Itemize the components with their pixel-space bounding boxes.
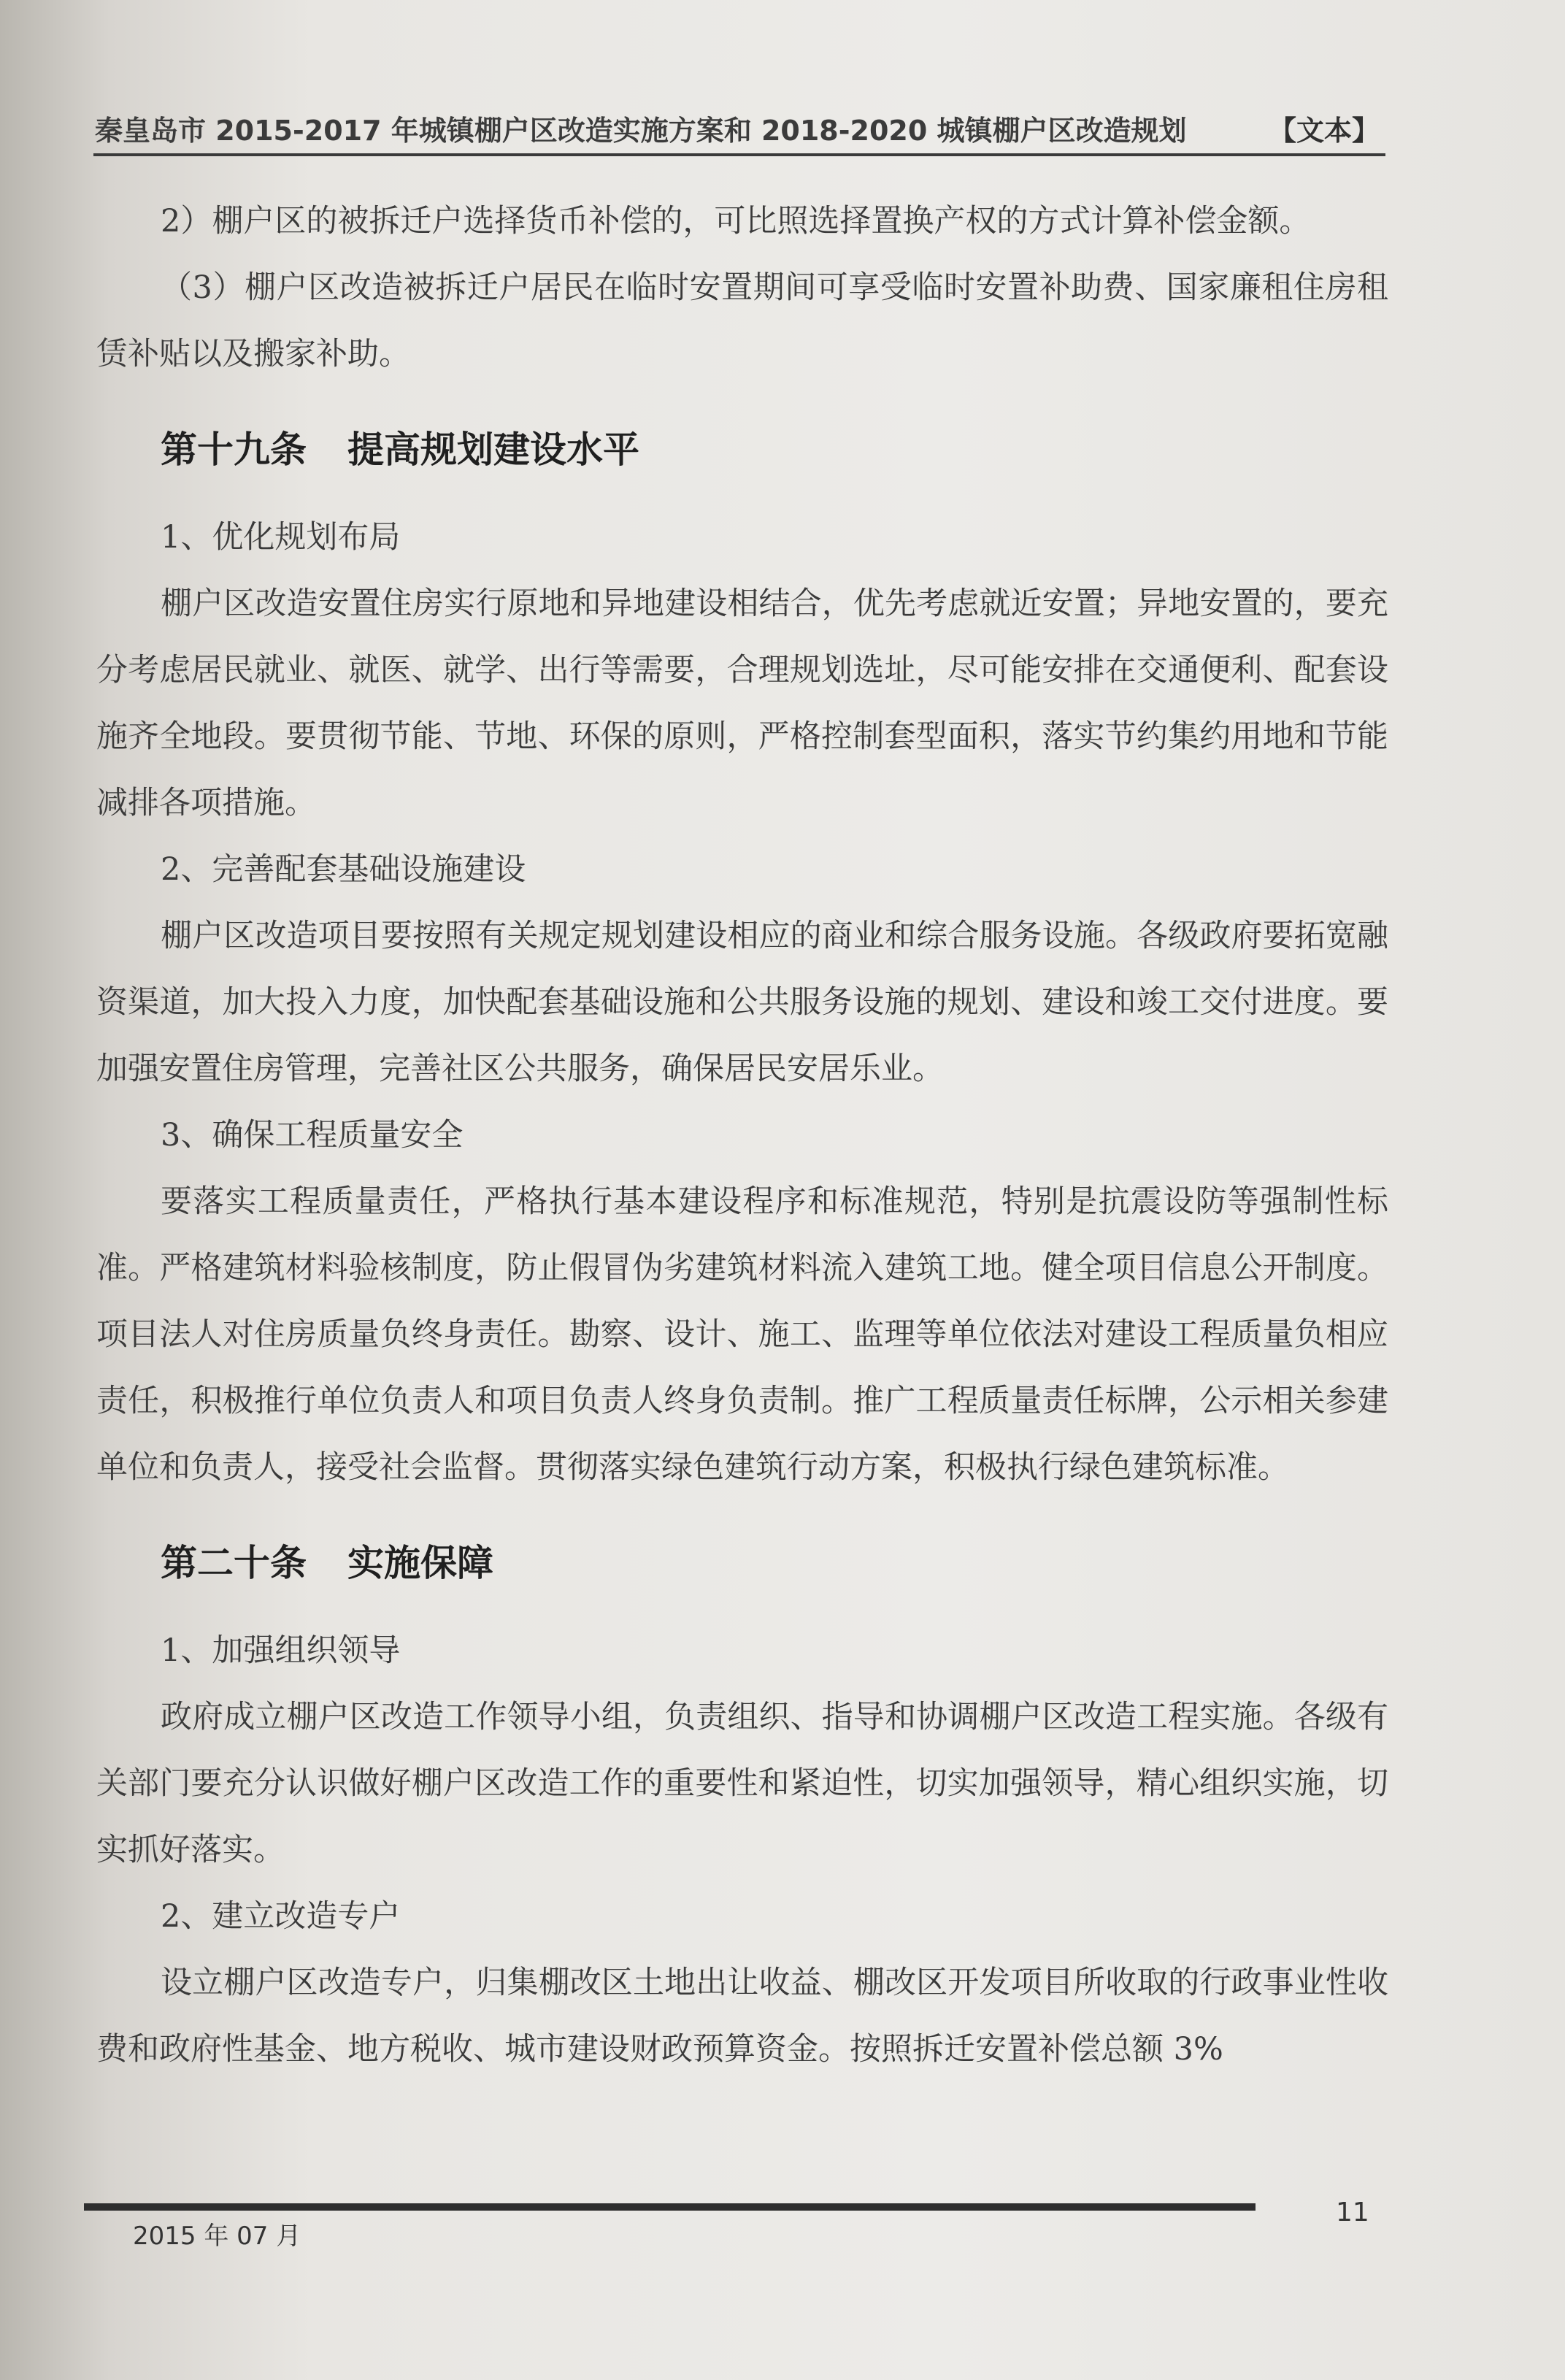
article-title: 提高规划建设水平: [347, 429, 639, 471]
footer-rule: [84, 2203, 1256, 2211]
article-heading: [161, 417, 1388, 483]
section-title: 3、确保工程质量安全: [161, 1117, 464, 1153]
paragraph: 设立棚户区改造专户，归集棚改区土地出让收益、棚改区开发项目所收取的行政事业性收费和政府性基金、地方税收、城市建设财政预算资金。按照拆迁安置补偿总额 3%: [96, 1965, 1388, 2068]
article-title: 实施保障: [347, 1542, 493, 1584]
article-number: 第二十条: [161, 1542, 307, 1584]
footer-date: 2015 年 07 月: [133, 2222, 301, 2251]
paragraph: 2）棚户区的被拆迁户选择货币补偿的，可比照选择置换产权的方式计算补偿金额。: [161, 203, 1311, 239]
paragraph: 政府成立棚户区改造工作领导小组，负责组织、指导和协调棚户区改造工程实施。各级有关部门要充分认识做好棚户区改造工作的重要性和紧迫性，切实加强领导，精心组织实施，切实抓好落实。: [96, 1699, 1388, 1868]
header-title: 秦皇岛市 2015-2017 年城镇棚户区改造实施方案和 2018-2020 城镇棚户区改造规划: [95, 115, 1187, 147]
section-title: 1、加强组织领导: [161, 1632, 401, 1669]
section-title: 2、建立改造专户: [161, 1898, 401, 1935]
article-number: 第十九条: [161, 429, 307, 471]
article-heading: [161, 1530, 1388, 1596]
paragraph: 棚户区改造项目要按照有关规定规划建设相应的商业和综合服务设施。各级政府要拓宽融资渠道，加大投入力度，加快配套基础设施和公共服务设施的规划、建设和竣工交付进度。要加强安置住房管理，完善社区公共服务，确保居民安居乐业。: [96, 918, 1388, 1087]
running-header: [95, 108, 1380, 152]
paragraph: 要落实工程质量责任，严格执行基本建设程序和标准规范，特别是抗震设防等强制性标准。严格建筑材料验核制度，防止假冒伪劣建筑材料流入建筑工地。健全项目信息公开制度。项目法人对住房质量负终身责任。勘察、设计、施工、监理等单位依法对建设工程质量负相应责任，积极推行单位负责人和项目负责人终身负责制。推广工程质量责任标牌，公示相关参建单位和负责人，接受社会监督。贯彻落实绿色建筑行动方案，积极执行绿色建筑标准。: [96, 1183, 1388, 1486]
header-tag: 【文本】: [1268, 115, 1380, 147]
page-number: 11: [1336, 2197, 1369, 2227]
section-title: 2、完善配套基础设施建设: [161, 851, 526, 888]
header-rule: [93, 153, 1385, 156]
paragraph: 棚户区改造安置住房实行原地和异地建设相结合，优先考虑就近安置；异地安置的，要充分考虑居民就业、就医、就学、出行等需要，合理规划选址，尽可能安排在交通便利、配套设施齐全地段。要贯彻节能、节地、环保的原则，严格控制套型面积，落实节约集约用地和节能减排各项措施。: [96, 586, 1388, 821]
paragraph: （3）棚户区改造被拆迁户居民在临时安置期间可享受临时安置补助费、国家廉租住房租赁补贴以及搬家补助。: [96, 269, 1388, 372]
page-content: [96, 188, 1388, 2083]
section-title: 1、优化规划布局: [161, 519, 401, 556]
